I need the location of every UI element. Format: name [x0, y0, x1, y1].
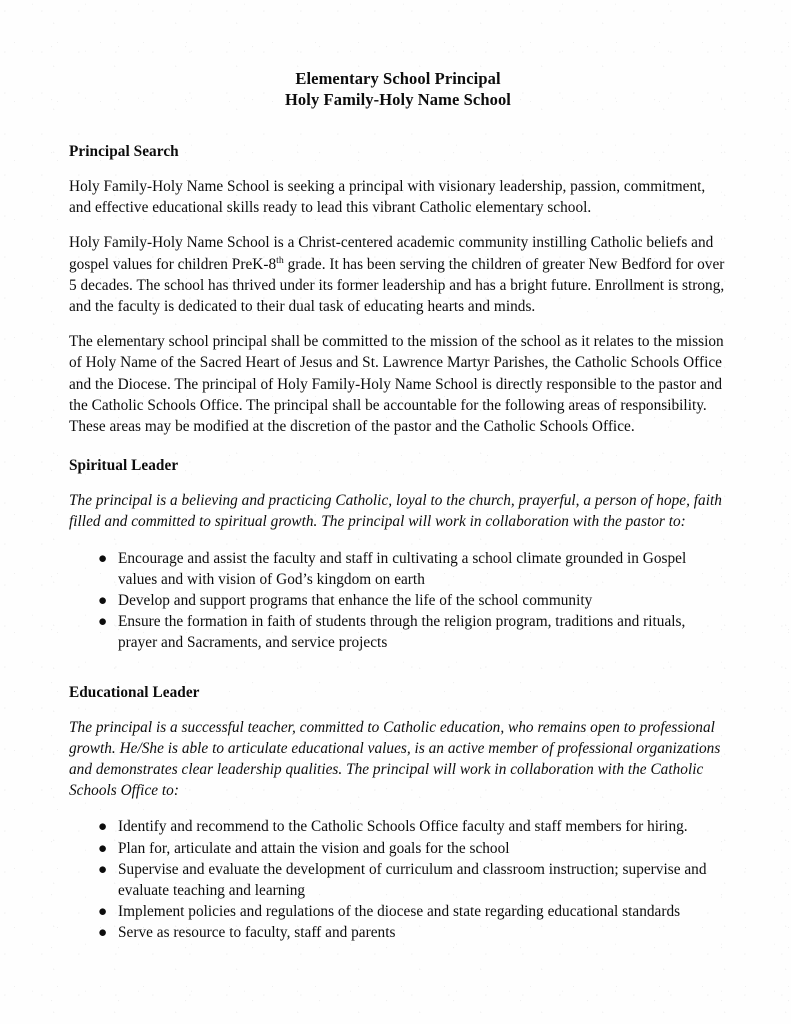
list-item — [69, 838, 727, 859]
list-item-label: Serve as resource to faculty, staff and parents — [118, 924, 396, 942]
paragraph-2-text-after-superscript: grade. It has been serving the children of greater New Bedford for over 5 decades. The school has thrived under its former leadership and has a bright future. Enrollment is strong, and the faculty is dedicated to their dual task of educating hearts and minds. — [69, 255, 725, 316]
bullet-point-icon: ● — [98, 613, 108, 631]
list-item — [69, 590, 727, 611]
list-item — [69, 816, 727, 837]
list-item-label: Implement policies and regulations of the diocese and state regarding educational standards — [118, 903, 681, 921]
list-item — [69, 548, 727, 590]
list-item-label: Identify and recommend to the Catholic Schools Office faculty and staff members for hiring. — [118, 818, 688, 836]
document-body — [69, 0, 727, 944]
paragraph-2-text-before-superscript: Holy Family-Holy Name School is a Christ-centered academic community instilling Catholic beliefs and gospel values for children PreK-8 — [69, 234, 714, 273]
list-item-label: Supervise and evaluate the development of curriculum and classroom instruction; supervise and evaluate teaching and learning — [118, 860, 707, 900]
document-title-line-1: Elementary School Principal — [295, 69, 501, 88]
section-heading-spiritual-leader: Spiritual Leader — [69, 457, 179, 475]
bullet-list-educational-leader — [69, 816, 727, 943]
list-item-label: Develop and support programs that enhance the life of the school community — [118, 592, 593, 610]
list-item — [69, 922, 727, 943]
bullet-point-icon: ● — [98, 549, 108, 567]
bullet-list-spiritual-leader — [69, 548, 727, 654]
bullet-point-icon: ● — [98, 592, 108, 610]
bullet-point-icon: ● — [98, 903, 108, 921]
paragraph-principal-search-3: The elementary school principal shall be committed to the mission of the school as it relates to the mission of Holy Name of the Sacred Heart of Jesus and St. Lawrence Martyr Parishes, the Catholic Schools Office and the Diocese. The principal of Holy Family-Holy Name School is directly responsible to the pastor and the Catholic Schools Office. The principal shall be accountable for the following areas of responsibility. These areas may be modified at the discretion of the pastor and the Catholic Schools Office. — [69, 333, 724, 436]
paragraph-spiritual-leader-intro: The principal is a believing and practicing Catholic, loyal to the church, prayerful, a person of hope, faith filled and committed to spiritual growth. The principal will work in collaboration with the pastor to: — [69, 492, 722, 531]
paragraph-principal-search-2 — [69, 232, 727, 317]
document-title — [69, 0, 727, 110]
bullet-point-icon: ● — [98, 839, 108, 857]
list-item — [69, 859, 727, 901]
list-item-label: Ensure the formation in faith of students through the religion program, traditions and rituals, prayer and Sacraments, and service projects — [118, 613, 686, 652]
list-item-label: Plan for, articulate and attain the vision and goals for the school — [118, 839, 510, 857]
ordinal-superscript-th: th — [276, 254, 284, 266]
bullet-point-icon: ● — [98, 924, 108, 942]
list-item — [69, 611, 727, 653]
section-heading-educational-leader: Educational Leader — [69, 683, 200, 701]
bullet-point-icon: ● — [98, 860, 108, 878]
paragraph-educational-leader-intro: The principal is a successful teacher, committed to Catholic education, who remains open to professional growth. He/She is able to articulate educational values, is an active member of professional organizations and demonstrates clear leadership qualities. The principal will work in collaboration with the Catholic Schools Office to: — [69, 718, 721, 800]
list-item-label: Encourage and assist the faculty and staff in cultivating a school climate grounded in Gospel values and with vision of God’s kingdom on earth — [118, 549, 687, 588]
bullet-point-icon: ● — [98, 818, 108, 836]
paragraph-principal-search-1: Holy Family-Holy Name School is seeking a principal with visionary leadership, passion, commitment, and effective educational skills ready to lead this vibrant Catholic elementary school. — [69, 178, 706, 217]
document-title-line-2: Holy Family-Holy Name School — [285, 90, 511, 109]
list-item — [69, 901, 727, 922]
section-heading-principal-search: Principal Search — [69, 143, 179, 160]
